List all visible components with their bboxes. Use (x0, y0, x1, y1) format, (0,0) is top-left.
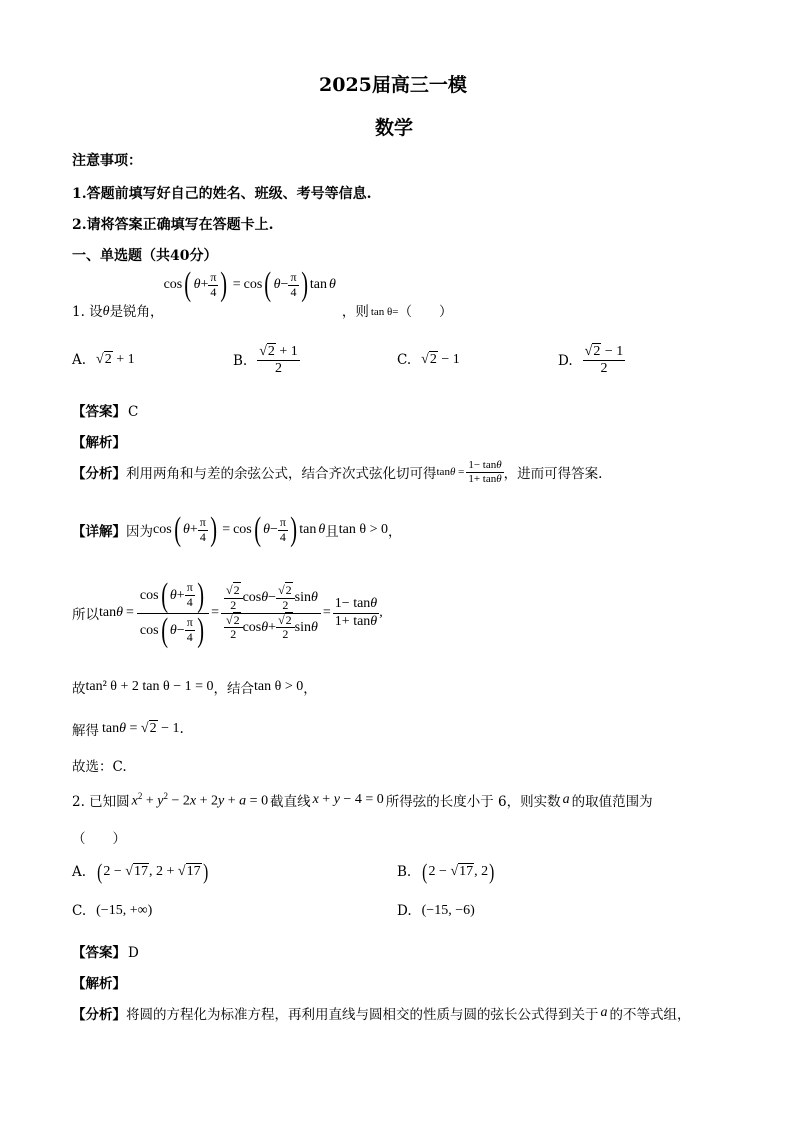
q2-mid2: 所得弦的长度小于 6，则实数 (385, 794, 561, 810)
q2-option-a-label: A. (72, 864, 87, 880)
page-title: 2025届高三一模 (319, 74, 467, 96)
notice-item-1: 1.答题前填写好自己的姓名、班级、考号等信息. (72, 186, 372, 202)
q1-answer-value: C (128, 404, 139, 420)
q2-analysis-label: 【解析】 (72, 976, 126, 992)
q2-option-c: C. (−15, +∞) (72, 903, 153, 919)
subject-title: 数学 (375, 117, 414, 139)
notice-item-2: 2.请将答案正确填写在答题卡上. (72, 217, 274, 233)
question-1-stem (72, 266, 453, 322)
question-2-stem: 2. 已知圆 $x^2 + y^2 - 2x + 2y + a = 0$ 截直线 x + y − 4 = 0 所得弦的长度小于 6，则实数 a 的取值范围为 (72, 790, 653, 810)
q1-fenxi-tag: 【分析】 (72, 466, 126, 483)
q2-option-d: D. (−15, −6) (397, 903, 475, 919)
q1-option-c: C. √ 2 − 1 (397, 352, 460, 368)
q1-option-b: B. √ $\frac{2 + 1}{2}$ (233, 344, 300, 377)
q2-prefix: 2. 已知圆 (72, 794, 130, 810)
q1-option-d-label: D. (558, 352, 573, 369)
q1-option-b-label: B. (233, 352, 248, 369)
q1-xiangjie-and: 且 (325, 524, 339, 540)
q1-theta: θ (102, 304, 110, 319)
q1-prefix: 1. 设 (72, 304, 103, 320)
q1-fenxi (72, 459, 602, 485)
q1-answer (72, 400, 138, 420)
q2-option-c-label: C. (72, 903, 87, 919)
q1-xiangjie-tag: 【详解】 (72, 524, 126, 540)
q1-equation: cos ( θ+ $\frac{\pi}{4}$ ) = cos ( θ− $\frac{\pi}{4}$ ) tan θ (163, 266, 336, 303)
q1-suoyi: 所以 (72, 607, 99, 623)
q1-suffix: ，则 (341, 304, 369, 320)
q1-derivation: 所以 tanθ = cos ( θ + $\frac{\pi}{4}$ ) cos ( θ − $\frac{\pi}{4}$ ) = √ $\frac{2}{2}$ cos θ − √ $\frac{2}{2}$ sin θ √ $\frac{2}{2}$ cos θ + √ $\frac{2}{2}$ sin θ = $\frac{1- \tan\theta}{1+ \tan\theta}$ , (72, 568, 383, 658)
q1-mid: 是锐角， (109, 304, 164, 320)
q2-fenxi-tag: 【分析】 (72, 1007, 126, 1023)
q2-fenxi (72, 1003, 691, 1023)
q1-step3-prefix: 故 (72, 681, 86, 697)
q2-mid1: 截直线 (270, 794, 311, 810)
q2-end: 的取值范围为 (571, 794, 653, 810)
q1-ask: tan θ= (370, 306, 399, 318)
q2-option-b-label: B. (397, 864, 412, 880)
q1-step3-end: ， (303, 681, 317, 697)
q2-fenxi-text: 将圆的方程化为标准方程，再利用直线与圆相交的性质与圆的弦长公式得到关于 (126, 1007, 599, 1023)
q1-option-a-label: A. (72, 352, 87, 368)
q1-option-a: A. √ 2 + 1 (72, 352, 135, 368)
q1-analysis-label: 【解析】 (72, 435, 126, 451)
q1-step4-prefix: 解得 (72, 723, 99, 739)
q1-fenxi-end: ，进而可得答案. (503, 466, 603, 483)
q1-blank: （ ） (398, 304, 453, 320)
q1-choose: 故选：C. (72, 759, 127, 775)
q1-step3 (72, 677, 317, 697)
q1-option-d: D. √ $\frac{2 - 1}{2}$ (558, 344, 625, 377)
q1-fenxi-expr: tanθ = $\frac{1- \tan\theta}{1+ \tan\theta}$ (436, 459, 502, 485)
q2-option-d-label: D. (397, 903, 412, 919)
q2-answer (72, 941, 139, 961)
q2-fenxi-end: 的不等式组， (609, 1007, 691, 1023)
q2-var: a (562, 792, 570, 807)
q1-step3-cond: tan θ > 0 (254, 679, 304, 694)
section-heading: 一、单选题（共40分） (72, 248, 218, 264)
q1-xiangjie-text: 因为 (126, 524, 153, 540)
q1-fenxi-text: 利用两角和与差的余弦公式，结合齐次式弦化切可得 (126, 466, 437, 483)
q1-xiangjie-comma: ， (388, 524, 402, 540)
q1-answer-tag: 【答案】 (72, 404, 126, 420)
q1-xiangjie-cond: tan θ > 0 (338, 522, 388, 537)
q2-analysis-tag (72, 972, 126, 992)
q1-analysis-tag (72, 431, 126, 451)
q2-option-a: A. (2 − √ 17, 2 + √ 17) (72, 861, 209, 883)
q2-answer-value: D (128, 945, 139, 961)
q2-fenxi-var: a (600, 1005, 608, 1020)
q1-xiangjie: 【详解】 因为 cos ( θ+ $\frac{\pi}{4}$ ) = cos ( θ− $\frac{\pi}{4}$ ) tan θ 且 tan θ > 0 ， (72, 511, 402, 548)
q1-step3-mid: ，结合 (213, 681, 255, 697)
notice-heading: 注意事项： (72, 153, 142, 169)
q1-step3-expr: tan² θ + 2 tan θ − 1 = 0 (85, 679, 214, 694)
q1-option-c-label: C. (397, 352, 412, 368)
q2-blank: （ ） (72, 831, 126, 847)
q2-answer-tag: 【答案】 (72, 945, 126, 961)
q1-step4-end: . (179, 721, 184, 737)
q2-option-b: B. (2 − √ 17, 2) (397, 861, 495, 883)
q1-step4: 解得 tanθ = √ 2 − 1 . (72, 719, 184, 739)
